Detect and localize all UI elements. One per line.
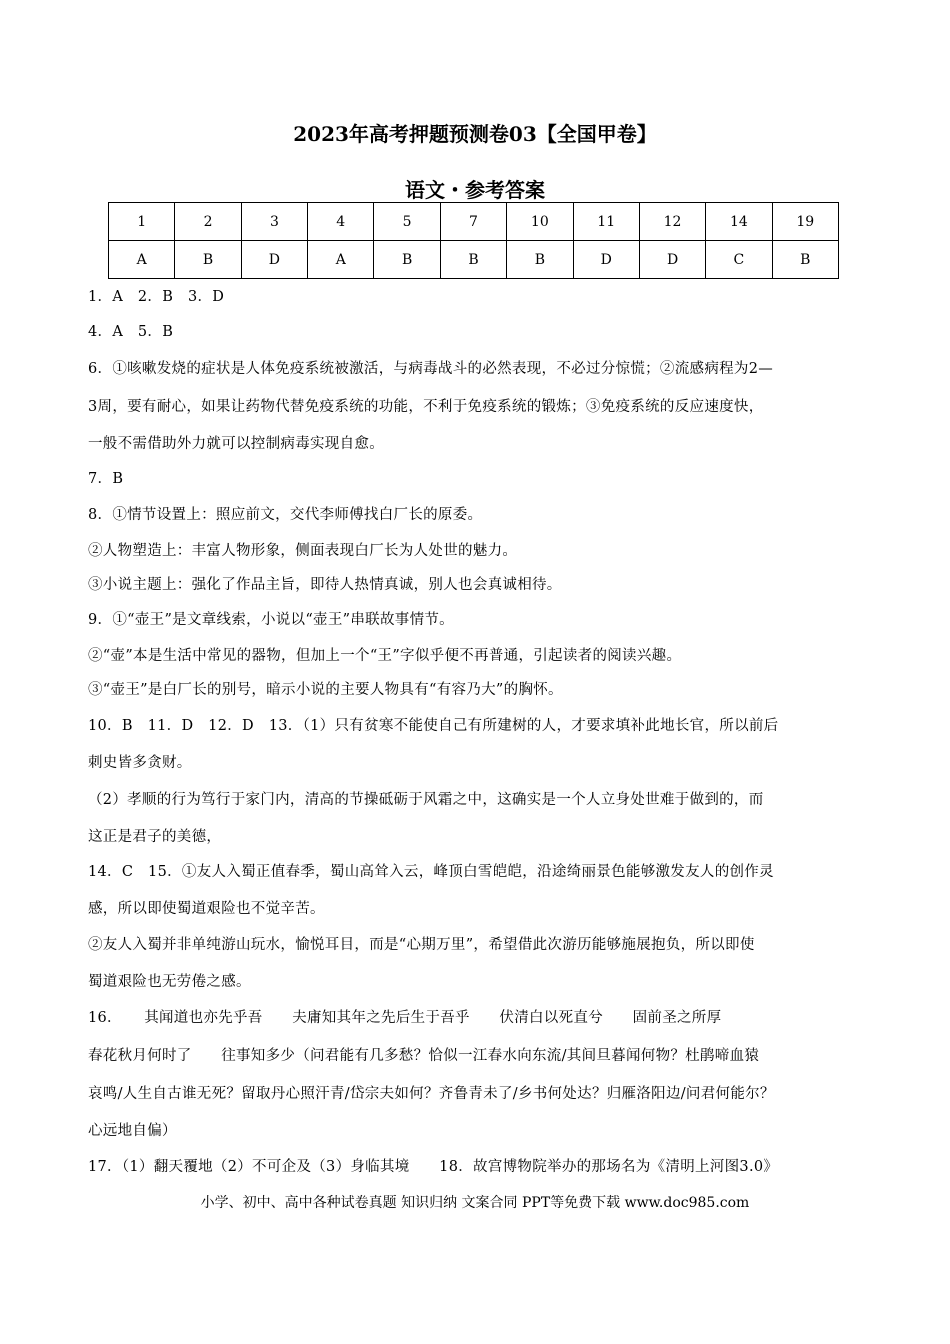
question-number-cell: 14 [706,203,772,241]
answer-line: 蜀道艰险也无劳倦之感。 [88,974,251,990]
question-number-cell: 11 [573,203,639,241]
page-footer: 小学、初中、高中各种试卷真题 知识归纳 文案合同 PPT等免费下载 www.doc985.com [200,1195,750,1211]
answer-cell: D [639,241,705,279]
answer-line: 7．B [88,471,124,487]
answer-table [108,202,839,279]
answer-line: 16． 其闻道也亦先乎吾 夫庸知其年之先后生于吾乎 伏清白以死直兮 固前圣之所厚 [88,1010,722,1026]
answer-line: 9．①“壶王”是文章线索，小说以“壶王”串联故事情节。 [88,612,454,628]
answer-line: 春花秋月何时了 往事知多少（问君能有几多愁？恰似一江春水向东流/其间旦暮闻何物？杜鹃啼血猿 [88,1048,760,1064]
page-subtitle: 语文・参考答案 [405,178,545,202]
answer-cell: B [772,241,838,279]
question-number-cell: 12 [639,203,705,241]
answer-line: ③“壶王”是白厂长的别号，暗示小说的主要人物具有“有容乃大”的胸怀。 [88,682,563,698]
answer-line: 3周，要有耐心，如果让药物代替免疫系统的功能，不利于免疫系统的锻炼；③免疫系统的反应速度快， [88,399,764,415]
answer-line: ②“壶”本是生活中常见的器物，但加上一个“王”字似乎便不再普通，引起读者的阅读兴趣。 [88,648,682,664]
question-number-row [109,203,839,241]
question-number-cell: 4 [308,203,374,241]
answer-line: 感，所以即使蜀道艰险也不觉辛苦。 [88,901,325,917]
answer-cell: D [573,241,639,279]
answer-line: 1．A 2．B 3．D [88,289,225,305]
answer-line: （2）孝顺的行为笃行于家门内，清高的节操砥砺于风霜之中，这确实是一个人立身处世难于做到的，而 [88,792,764,808]
answer-cell: D [241,241,307,279]
answer-line: 6．①咳嗽发烧的症状是人体免疫系统被激活，与病毒战斗的必然表现，不必过分惊慌；②流感病程为2— [88,361,774,377]
answer-line: ②人物塑造上：丰富人物形象，侧面表现白厂长为人处世的魅力。 [88,543,518,559]
answer-line: 17．（1）翻天覆地（2）不可企及（3）身临其境 18．故宫博物院举办的那场名为《清明上河图3.0》 [88,1159,779,1175]
answer-line: ③小说主题上：强化了作品主旨，即待人热情真诚，别人也会真诚相待。 [88,577,562,593]
answer-cell: B [175,241,241,279]
answer-cell: B [374,241,440,279]
answer-cell: B [507,241,573,279]
answer-cell: C [706,241,772,279]
question-number-cell: 19 [772,203,838,241]
question-number-cell: 3 [241,203,307,241]
answer-line: 一般不需借助外力就可以控制病毒实现自愈。 [88,436,384,452]
page-title: 2023年高考押题预测卷03【全国甲卷】 [293,122,657,146]
question-number-cell: 1 [109,203,175,241]
question-number-cell: 10 [507,203,573,241]
answer-cell: A [109,241,175,279]
answer-line: 10．B 11．D 12．D 13．（1）只有贫寒不能使自己有所建树的人，才要求填补此地长官，所以前后 [88,718,779,734]
answer-line: 哀鸣/人生自古谁无死？留取丹心照汗青/岱宗夫如何？齐鲁青未了/乡书何处达？归雁洛阳边/问君何能尔？ [88,1086,775,1102]
answer-cell: B [440,241,506,279]
question-number-cell: 2 [175,203,241,241]
answer-cell: A [308,241,374,279]
question-number-cell: 7 [440,203,506,241]
answer-line: 这正是君子的美德， [88,829,222,845]
answer-line: 4．A 5．B [88,324,174,340]
answer-line: 心远地自偏） [88,1123,177,1139]
answer-row [109,241,839,279]
answer-line: ②友人入蜀并非单纯游山玩水，愉悦耳目，而是“心期万里”，希望借此次游历能够施展抱负，所以即使 [88,937,755,953]
answer-line: 8．①情节设置上：照应前文，交代李师傅找白厂长的原委。 [88,507,483,523]
answer-line: 刺史皆多贪财。 [88,755,192,771]
answer-line: 14．C 15．①友人入蜀正值春季，蜀山高耸入云，峰顶白雪皑皑，沿途绮丽景色能够激发友人的创作灵 [88,864,774,880]
question-number-cell: 5 [374,203,440,241]
